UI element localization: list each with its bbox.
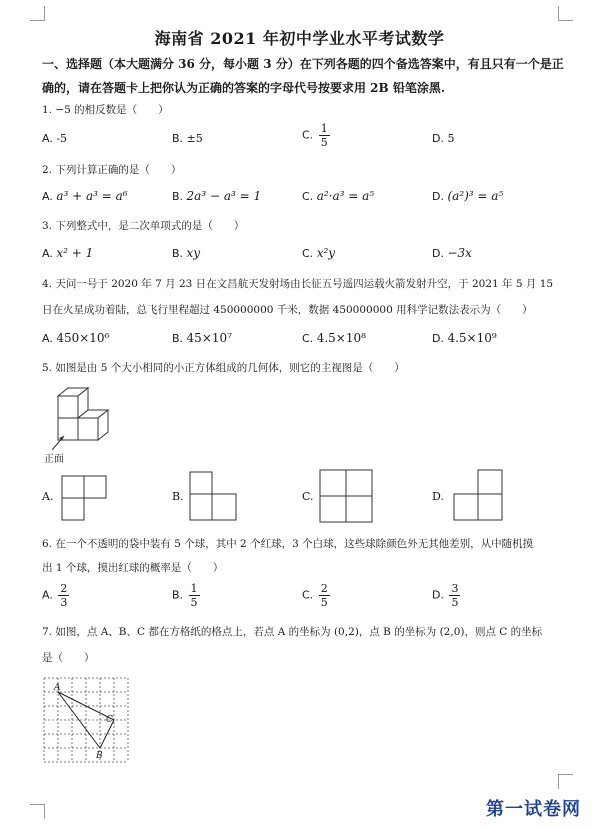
option-text: x²y [316,246,336,260]
q6-option-a [42,582,69,609]
option-text: ±5 [186,132,203,145]
fraction [449,582,460,609]
q5-option-c-figure [320,470,372,522]
option-text: 45×10⁷ [186,331,232,345]
q1-option-a [42,132,67,145]
denominator: 5 [320,596,328,609]
numerator: 2 [320,582,328,595]
q3-option-c [302,246,335,260]
q2-option-b [172,189,261,203]
q2-option-d [432,189,503,203]
option-label: D. [432,132,444,145]
q4-option-b [172,331,232,345]
numerator: 1 [190,582,198,595]
option-text: a²·a³ = a⁵ [316,189,375,203]
option-text: −3x [447,246,472,260]
option-label: A. [42,132,53,145]
q5-option-b-label: B. [172,490,184,503]
q4-option-a [42,331,109,345]
numerator: 3 [451,582,459,595]
q2-option-a [42,189,128,203]
q6-option-d [432,582,460,609]
numerator: 2 [60,582,68,595]
q6-option-b [172,582,200,609]
q3-option-d [432,246,472,260]
fraction [189,582,200,609]
question-2-stem: 2. 下列计算正确的是（ ） [42,164,182,176]
option-text: 5 [447,132,455,145]
crop-mark-bottom-right [558,774,573,789]
option-label: C. [302,332,314,345]
question-5-stem: 5. 如图是由 5 个大小相同的小正方体组成的几何体，则它的主视图是（ ） [42,362,405,374]
option-text: 4.5×10⁸ [316,331,366,345]
q5-option-a-figure [62,472,110,520]
denominator: 5 [190,596,198,609]
option-label: B. [172,132,184,145]
option-text: a³ + a³ = a⁶ [56,189,128,203]
option-text: xy [186,246,201,260]
q4-option-d [432,331,497,345]
question-1-stem: 1. −5 的相反数是（ ） [42,104,169,116]
crop-mark-top-right [558,6,573,21]
option-text: 4.5×10⁹ [447,331,497,345]
watermark-logo: 第一试卷网 [486,799,581,820]
option-text: (a²)³ = a⁵ [447,189,504,203]
q5-option-a-label: A. [42,490,54,503]
q5-option-b-figure [190,472,238,520]
question-4-stem-line-2: 日在火星成功着陆，总飞行里程超过 450000000 千米，数据 450000000 用科学记数法表示为（ ） [42,304,533,316]
crop-mark-top-left [30,6,45,21]
numerator: 1 [320,122,328,135]
option-label: D. [432,190,444,203]
option-text: -5 [56,132,68,145]
option-label: C. [302,588,314,602]
option-label: C. [302,190,314,203]
crop-mark-bottom-left [30,804,45,819]
point-a-label: A [54,683,61,693]
option-label: C. [302,128,314,142]
point-b-label: B [96,751,103,761]
point-c-label: C [106,715,113,725]
section-instructions: 一、选择题（本大题满分 36 分，每小题 3 分）在下列各题的四个备选答案中，有且只有一个是正确的，请在答题卡上把你认为正确的答案的字母代号按要求用 2B 铅笔涂黑. [42,57,564,95]
option-label: A. [42,190,53,203]
question-7-stem-line-1: 7. 如图，点 A、B、C 都在方格纸的格点上，若点 A 的坐标为 (0,2)，点 B 的坐标为 (2,0)，则点 C 的坐标 [42,626,543,638]
option-text: 2a³ − a³ = 1 [186,189,262,203]
front-view-label: 正面 [44,454,64,465]
q5-solid-figure [46,388,116,458]
option-label: D. [432,588,444,602]
q4-option-c [302,331,366,345]
q1-option-c [302,122,330,149]
q5-option-c-label: C. [302,490,314,503]
option-label: B. [172,332,184,345]
option-label: D. [432,332,444,345]
option-text: 450×10⁶ [56,331,110,345]
q3-option-b [172,246,200,260]
q6-option-c [302,582,330,609]
question-3-stem: 3. 下列整式中，是二次单项式的是（ ） [42,220,245,232]
q5-option-d-figure [452,470,504,522]
option-label: B. [172,588,184,602]
q5-option-d-label: D. [432,490,444,503]
q7-grid-figure [44,678,134,762]
option-label: A. [42,247,53,260]
fraction [319,122,330,149]
denominator: 3 [60,596,68,609]
option-label: C. [302,247,314,260]
fraction [319,582,330,609]
question-4-stem-line-1: 4. 天问一号于 2020 年 7 月 23 日在文昌航天发射场由长征五号遥四运载火箭发射升空，于 2021 年 5 月 15 [42,278,554,290]
q1-option-b [172,132,203,145]
question-7-stem-line-2: 是（ ） [42,652,95,664]
option-label: A. [42,332,53,345]
option-text: x² + 1 [56,246,94,260]
q3-option-a [42,246,93,260]
option-label: B. [172,190,184,203]
denominator: 5 [451,596,459,609]
page-title: 海南省 2021 年初中学业水平考试数学 [154,29,445,48]
option-label: A. [42,588,53,602]
q1-option-d [432,132,454,145]
fraction [58,582,69,609]
q2-option-c [302,189,374,203]
option-label: D. [432,247,444,260]
option-label: B. [172,247,184,260]
denominator: 5 [320,136,328,149]
question-6-stem-line-2: 出 1 个球，摸出红球的概率是（ ） [42,562,224,574]
question-6-stem-line-1: 6. 在一个不透明的袋中装有 5 个球，其中 2 个红球，3 个白球，这些球除颜色外无其他差别，从中随机摸 [42,538,534,550]
